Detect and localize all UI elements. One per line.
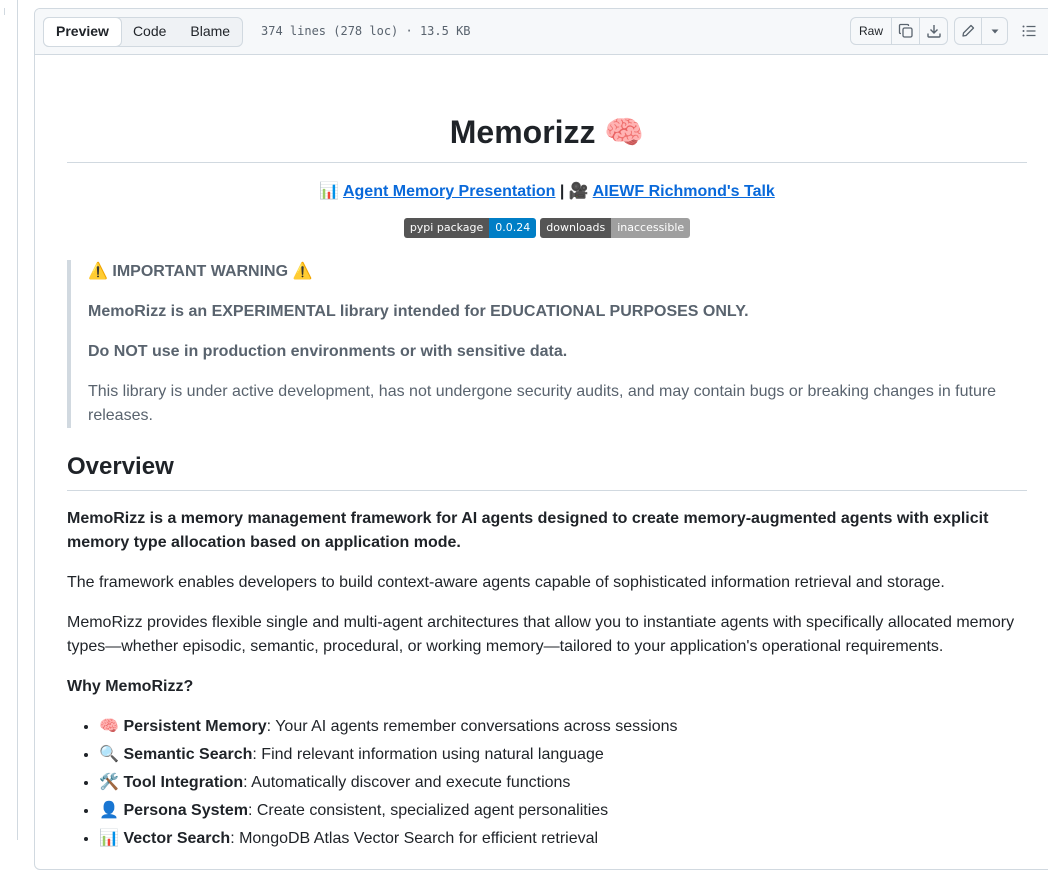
person-icon: 👤: [99, 802, 119, 819]
downloads-badge[interactable]: [540, 218, 690, 238]
brain-emoji-icon: 🧠: [604, 114, 645, 150]
feature-desc: : MongoDB Atlas Vector Search for efficient retrieval: [230, 830, 599, 847]
presentation-link[interactable]: Agent Memory Presentation: [342, 183, 556, 200]
readme-content: [67, 55, 1027, 851]
feature-list: [67, 715, 1027, 851]
warning-title: ⚠️ IMPORTANT WARNING ⚠️: [88, 263, 313, 280]
triangle-down-icon: [990, 26, 1000, 36]
tab-blame[interactable]: Blame: [190, 23, 231, 39]
feature-name: Tool Integration: [123, 774, 244, 791]
list-item: [99, 771, 1027, 795]
overview-divider: [67, 490, 1027, 491]
tools-icon: 🛠️: [99, 774, 119, 791]
chart-icon: 📊: [99, 830, 119, 847]
view-mode-switch: [43, 17, 243, 47]
list-item: [99, 827, 1027, 851]
feature-desc: : Create consistent, specialized agent personalities: [247, 802, 609, 819]
file-toolbar: [35, 9, 1048, 55]
list-item: [99, 743, 1027, 767]
edit-more-button[interactable]: [982, 17, 1008, 45]
warning-line-1: MemoRizz is an EXPERIMENTAL library intended for EDUCATIONAL PURPOSES ONLY.: [88, 303, 749, 320]
copy-raw-button[interactable]: [892, 17, 920, 45]
overview-lead: MemoRizz is a memory management framework for AI agents designed to create memory-augmented agents with explicit memory type allocation based on application mode.: [67, 510, 989, 551]
camera-emoji-icon: 🎥: [568, 183, 589, 200]
list-icon: [1021, 23, 1037, 39]
overview-heading: Overview: [67, 453, 174, 480]
title-text: Memorizz: [449, 114, 596, 150]
edit-actions: [954, 17, 1008, 45]
feature-name: Persona System: [123, 802, 248, 819]
outline-button[interactable]: [1015, 17, 1043, 45]
badges: [67, 218, 1027, 238]
warning-line-2: Do NOT use in production environments or with sensitive data.: [88, 343, 568, 360]
overview-body: [67, 507, 1027, 699]
brain-icon: 🧠: [99, 718, 119, 735]
pypi-badge[interactable]: [404, 218, 536, 238]
downloads-badge-label: downloads: [540, 218, 611, 238]
feature-desc: : Find relevant information using natural language: [252, 746, 604, 763]
gutter-divider: [17, 0, 18, 840]
file-view-panel: [34, 8, 1048, 870]
links-line: [67, 181, 1027, 201]
tab-code[interactable]: Code: [132, 23, 167, 39]
link-separator: |: [559, 183, 565, 200]
gutter-tick: [0, 8, 5, 15]
download-icon: [926, 23, 942, 39]
feature-desc: : Automatically discover and execute functions: [243, 774, 571, 791]
pypi-badge-value: 0.0.24: [489, 218, 536, 238]
feature-name: Semantic Search: [123, 746, 253, 763]
warning-line-3: This library is under active development, has not undergone security audits, and may contain bugs or breaking changes in future releases.: [88, 383, 997, 424]
tab-preview[interactable]: Preview: [43, 17, 122, 47]
overview-para-2: MemoRizz provides flexible single and multi-agent architectures that allow you to instantiate agents with specifically allocated memory types—whether episodic, semantic, procedural, or working memory—tailored to your application's operational requirements.: [67, 614, 1015, 655]
pypi-badge-label: pypi package: [404, 218, 489, 238]
download-button[interactable]: [920, 17, 948, 45]
why-heading: Why MemoRizz?: [67, 678, 194, 695]
copy-icon: [898, 23, 914, 39]
chart-emoji-icon: 📊: [319, 183, 340, 200]
file-meta: 374 lines (278 loc) · 13.5 KB: [261, 24, 471, 38]
feature-desc: : Your AI agents remember conversations across sessions: [266, 718, 678, 735]
downloads-badge-value: inaccessible: [611, 218, 690, 238]
raw-actions: [850, 17, 948, 45]
readme-title: [67, 112, 1027, 152]
feature-name: Persistent Memory: [123, 718, 267, 735]
overview-para-1: The framework enables developers to build context-aware agents capable of sophisticated information retrieval and storage.: [67, 574, 945, 591]
feature-name: Vector Search: [123, 830, 231, 847]
list-item: [99, 799, 1027, 823]
edit-button[interactable]: [954, 17, 982, 45]
magnifier-icon: 🔍: [99, 746, 119, 763]
raw-button[interactable]: Raw: [850, 17, 892, 45]
talk-link[interactable]: AIEWF Richmond's Talk: [592, 183, 775, 200]
list-item: [99, 715, 1027, 739]
warning-blockquote: [67, 260, 1027, 428]
title-divider: [67, 162, 1027, 163]
pencil-icon: [960, 23, 976, 39]
